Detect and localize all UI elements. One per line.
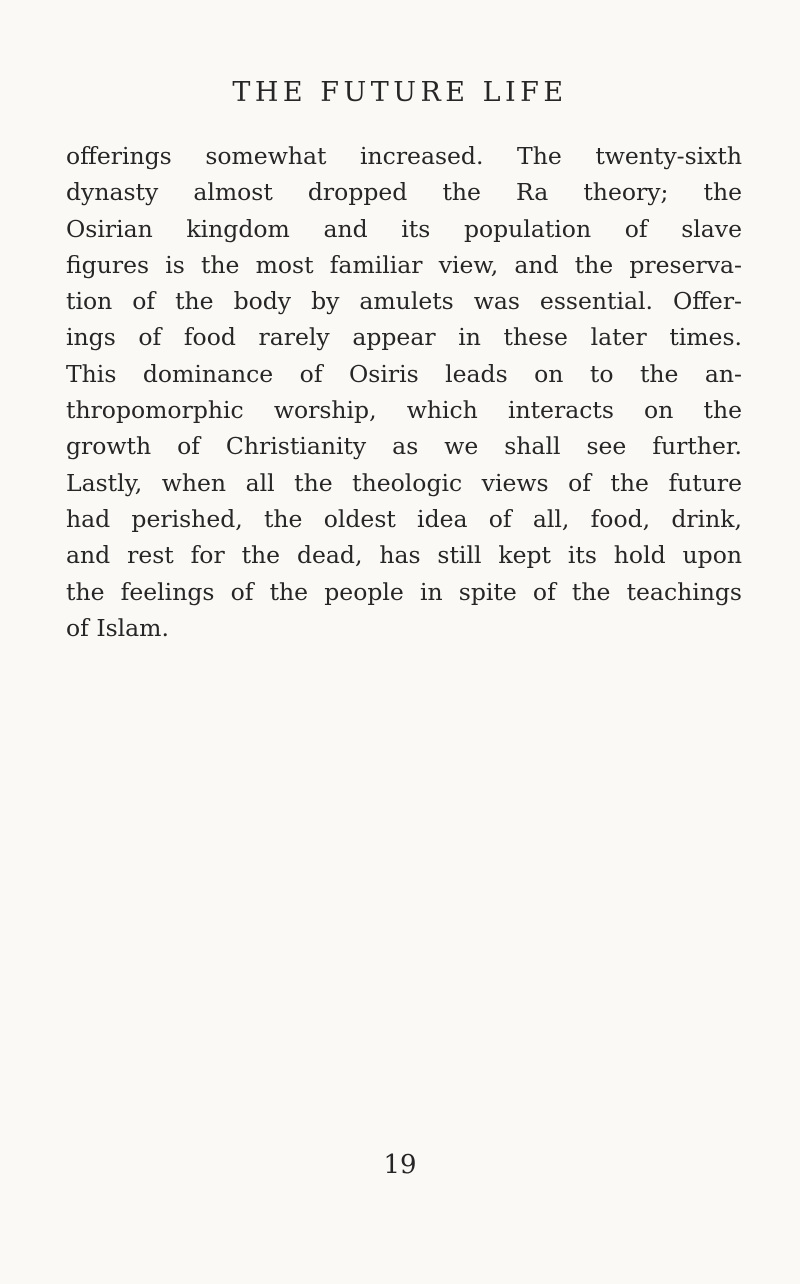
page-number: 19 [383, 1150, 417, 1180]
text-line: Lastly, when all the theologic views of the future [66, 468, 742, 497]
text-line: growth of Christianity as we shall see further. [66, 432, 742, 461]
running-head: THE FUTURE LIFE [232, 77, 568, 108]
text-line: Osirian kingdom and its population of slave [66, 214, 742, 243]
text-line: figures is the most familiar view, and the preserva- [66, 250, 742, 279]
body-paragraph [66, 138, 742, 646]
text-line: tion of the body by amulets was essential. Offer- [66, 287, 742, 316]
text-line-last: of Islam. [66, 613, 169, 642]
text-line: This dominance of Osiris leads on to the an- [66, 359, 742, 388]
text-line: and rest for the dead, has still kept its hold upon [66, 541, 742, 570]
text-line: offerings somewhat increased. The twenty-sixth [66, 142, 742, 170]
text-line: thropomorphic worship, which interacts on the [66, 396, 742, 425]
text-line: the feelings of the people in spite of the teachings [66, 577, 742, 606]
text-line: dynasty almost dropped the Ra theory; the [66, 178, 742, 207]
text-line: had perished, the oldest idea of all, food, drink, [66, 504, 742, 533]
text-line: ings of food rarely appear in these later times. [66, 323, 742, 352]
